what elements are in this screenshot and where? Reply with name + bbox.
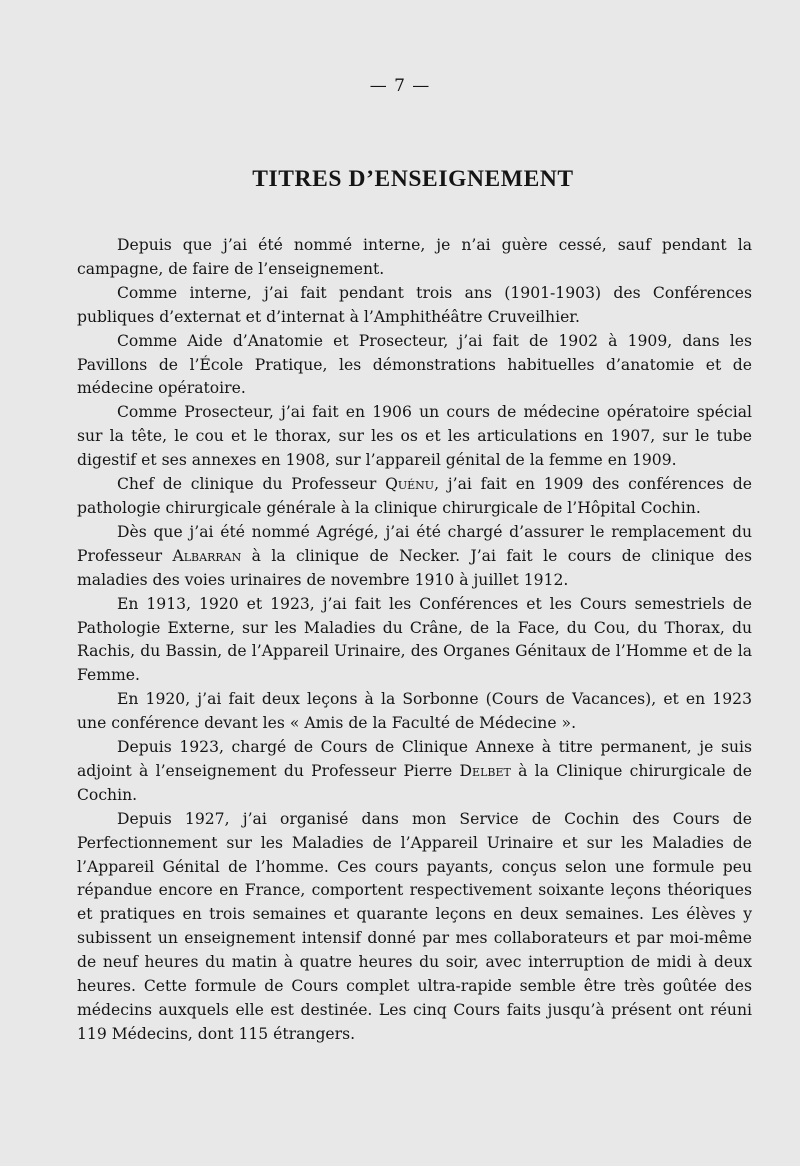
paragraph-interne: Depuis que j’ai été nommé interne, je n’ai guère cessé, sauf pendant la campagne, de faire de l’enseignement. bbox=[77, 236, 752, 278]
paragraph-text: Dès que j’ai été nommé Agrégé, j’ai été chargé d’assurer le remplacement du Professeur bbox=[77, 522, 752, 565]
paragraph-aide-anatomie: Comme Aide d’Anatomie et Prosecteur, j’ai fait de 1902 à 1909, dans les Pavillons de l’École Pratique, les démonstrations habituelles d’anatomie et de médecine opératoire. bbox=[77, 331, 752, 398]
paragraph-agrege bbox=[77, 521, 752, 593]
paragraph-sorbonne: En 1920, j’ai fait deux leçons à la Sorbonne (Cours de Vacances), et en 1923 une conférence devant les « Amis de la Faculté de Médecine ». bbox=[77, 690, 752, 733]
paragraph-chef-clinique bbox=[77, 473, 752, 521]
page-title: TITRES D’ENSEIGNEMENT bbox=[252, 166, 574, 192]
paragraph-cours-perfectionnement: Depuis 1927, j’ai organisé dans mon Service de Cochin des Cours de Perfectionnement sur les Maladies de l’Appareil Urinaire et sur les Maladies de l’Appareil Génital de l’homme. Ces cours payants, conçus selon une formule peu répandue encore en France, comportent respectivement soixante leçons théoriques et pratiques en trois semaines et quarante leçons en deux semaines. Les élèves y subissent un enseignement intensif donné par mes collaborateurs et par moi-même de neuf heures du matin à quatre heures du soir, avec interruption de midi à deux heures. Cette formule de Cours complet ultra-rapide semble être très goûtée des médecins auxquels elle est destinée. Les cinq Cours faits jusqu’à présent ont réuni 119 Médecins, dont 115 étrangers. bbox=[77, 809, 752, 1043]
person-name: Quénu bbox=[385, 475, 435, 494]
paragraph-text: à la Clinique chirurgicale de Cochin. bbox=[77, 761, 752, 804]
paragraph-text: à la clinique de Necker. J’ai fait le cours de clinique des maladies des voies urinaires de novembre 1910 à juillet 1912. bbox=[77, 546, 752, 589]
paragraph-prosecteur: Comme Prosecteur, j’ai fait en 1906 un cours de médecine opératoire spécial sur la tête, le cou et le thorax, sur les os et les articulations en 1907, sur le tube digestif et ses annexes en 1908, sur l’appareil génital de la femme en 1909. bbox=[77, 403, 752, 470]
paragraph-conferences-externat: Comme interne, j’ai fait pendant trois ans (1901-1903) des Conférences publiques d’externat et d’internat à l’Amphithéâtre Cruveilhier. bbox=[77, 283, 752, 326]
person-name: Delbet bbox=[459, 761, 511, 780]
paragraph-pathologie-externe: En 1913, 1920 et 1923, j’ai fait les Conférences et les Cours semestriels de Pathologie Externe, sur les Maladies du Crâne, de la Face, du Cou, du Thorax, du Rachis, du Bassin, de l’Appareil Urinaire, des Organes Génitaux de l’Homme et de la Femme. bbox=[77, 594, 752, 685]
page-number: — 7 — bbox=[369, 76, 431, 96]
paragraph-text: , j’ai fait en 1909 des conférences de pathologie chirurgicale générale à la clinique chirurgicale de l’Hôpital Cochin. bbox=[77, 475, 752, 517]
body-text bbox=[77, 234, 752, 1047]
person-name: Albarran bbox=[172, 546, 242, 565]
paragraph-text: Depuis 1923, chargé de Cours de Clinique Annexe à titre permanent, je suis adjoint à l’enseignement du Professeur Pierre bbox=[77, 738, 752, 780]
paragraph-text: Chef de clinique du Professeur bbox=[117, 475, 386, 494]
paragraph-clinique-annexe bbox=[77, 736, 752, 808]
